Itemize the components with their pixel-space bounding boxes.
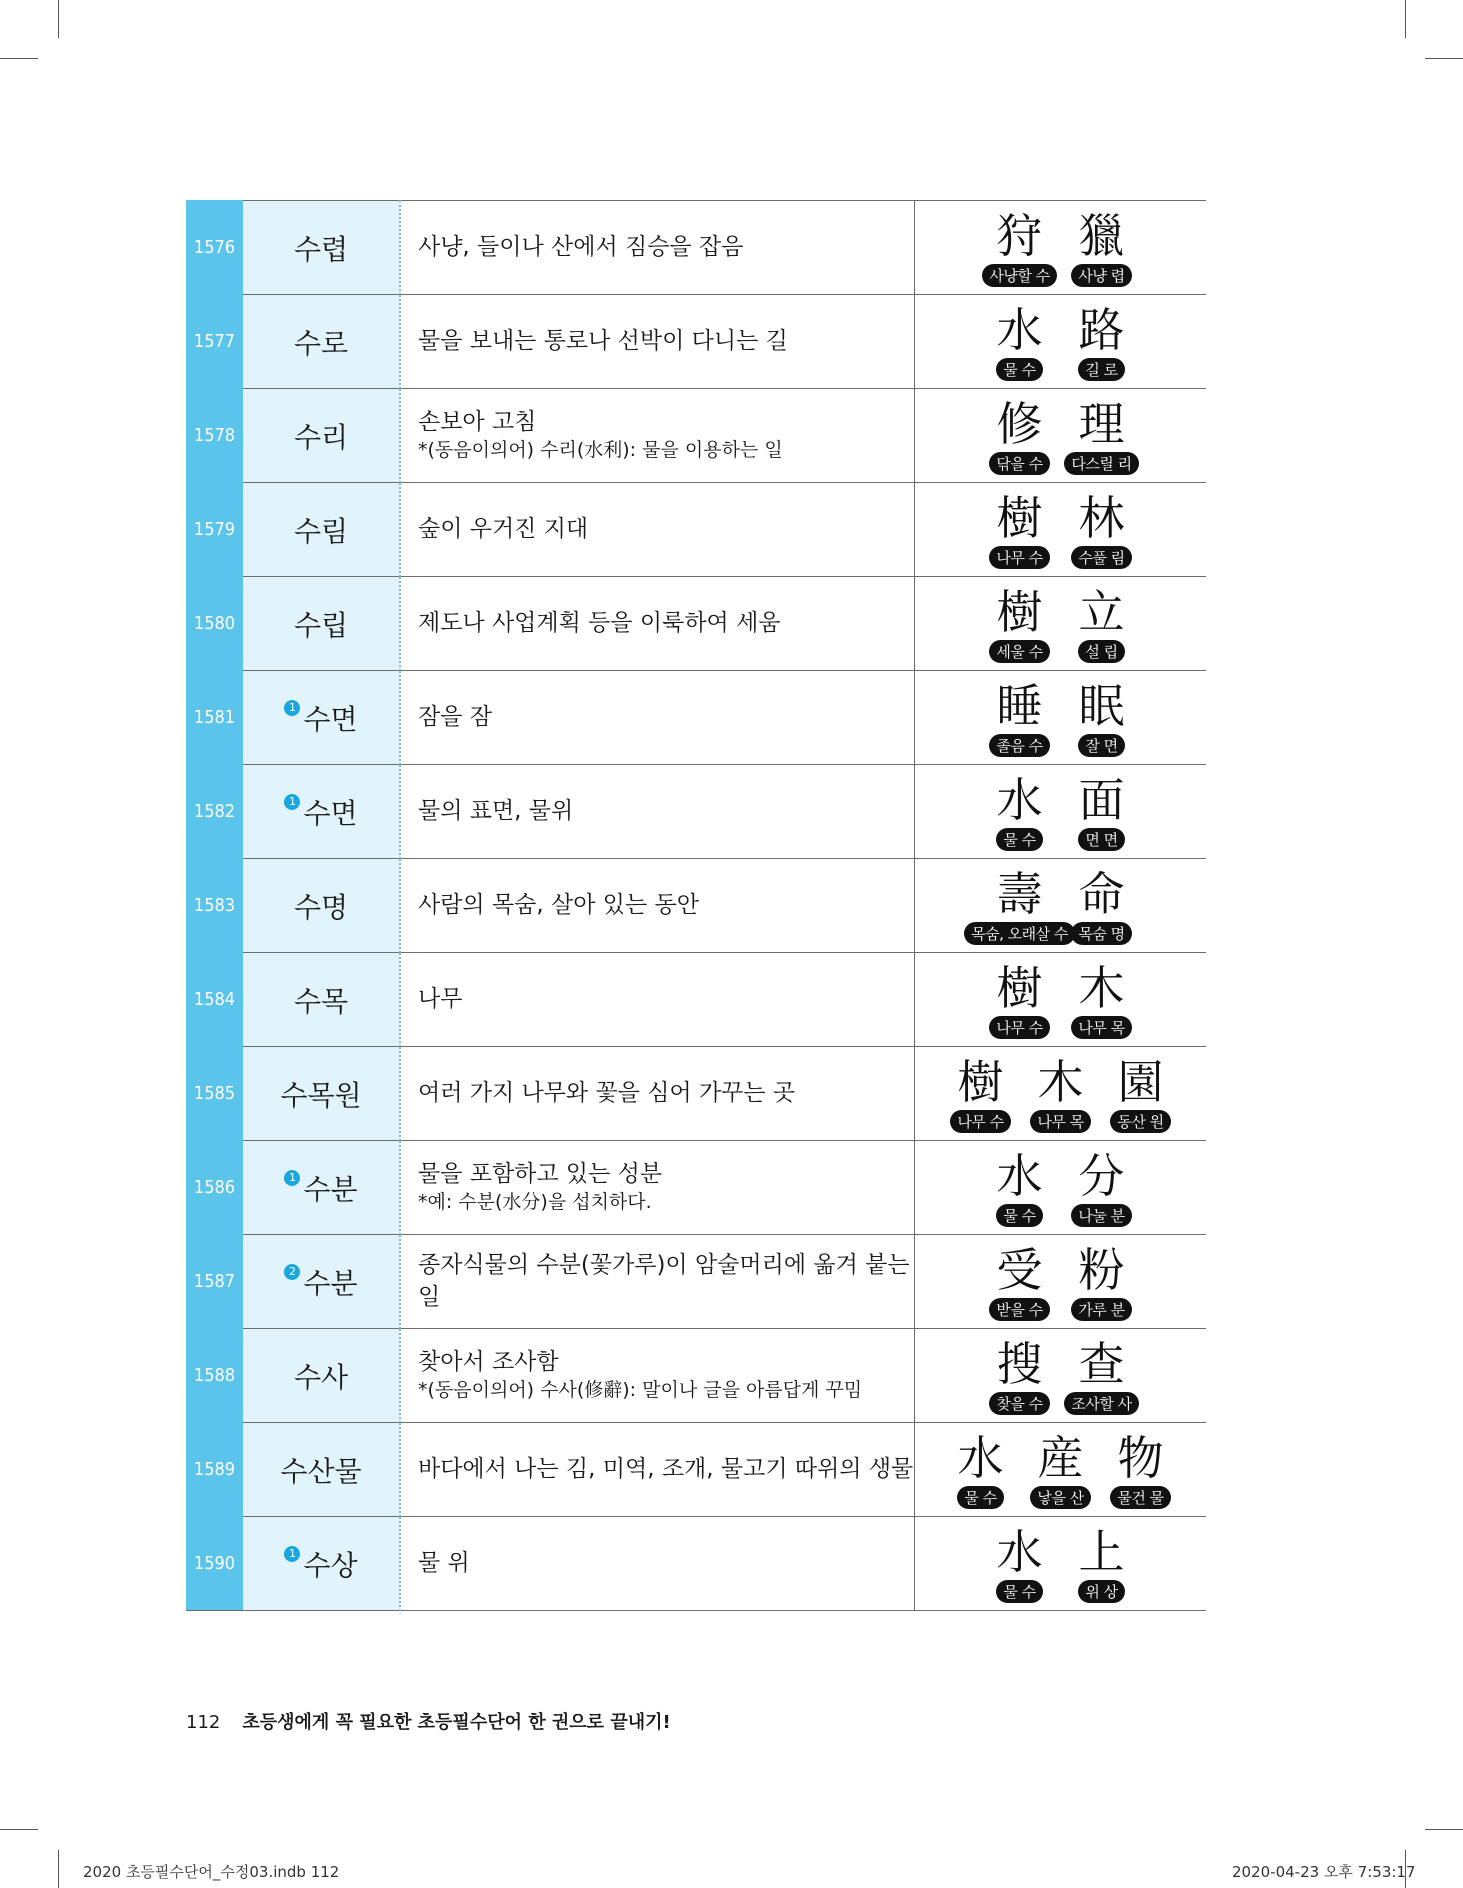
hanja-character: [981, 960, 1059, 1039]
definition-cell: [400, 671, 915, 765]
hanja-character: [1103, 1054, 1179, 1133]
page-footer: [186, 1708, 671, 1734]
hanja-gloss-badge: 물 수: [996, 828, 1042, 851]
hanja-cell: [915, 1423, 1207, 1517]
hanja-glyph: 樹: [996, 491, 1043, 545]
hanja-character: [981, 302, 1059, 381]
definition-cell: [400, 859, 915, 953]
hanja-character: [981, 208, 1059, 287]
definition-note: *(동음이의어) 수리(水利): 물을 이용하는 일: [418, 439, 783, 462]
hanja-glyph: 狩: [996, 209, 1043, 263]
hanja-group: [981, 1524, 1141, 1603]
word-text: 수분: [303, 1266, 358, 1300]
definition-text: 숲이 우거진 지대: [418, 515, 589, 542]
definition-cell: [400, 577, 915, 671]
hanja-character: [1063, 490, 1141, 569]
hanja-glyph: 水: [996, 303, 1043, 357]
word-cell: [243, 1423, 400, 1517]
hanja-glyph: 立: [1078, 585, 1125, 639]
hanja-cell: [915, 1329, 1207, 1423]
definition-text: 나무: [418, 985, 463, 1012]
definition-text: 물을 포함하고 있는 성분: [418, 1161, 663, 1188]
word-cell: [243, 1141, 400, 1235]
definition-cell: [400, 1329, 915, 1423]
hanja-gloss-badge: 물 수: [996, 1204, 1042, 1227]
hanja-character: [1023, 1054, 1099, 1133]
hanja-character: [1063, 866, 1141, 945]
hanja-glyph: 眠: [1078, 679, 1125, 733]
definition-cell: [400, 953, 915, 1047]
definition-cell: [400, 1047, 915, 1141]
hanja-group: [943, 1430, 1179, 1509]
hanja-group: [981, 302, 1141, 381]
hanja-glyph: 搜: [996, 1337, 1043, 1391]
hanja-group: [981, 584, 1141, 663]
hanja-glyph: 樹: [996, 585, 1043, 639]
entry-number: 1583: [186, 859, 243, 953]
entry-number: 1587: [186, 1235, 243, 1329]
word-text: 수립: [293, 608, 349, 642]
table-row: [186, 953, 1206, 1047]
word-text: 수목원: [280, 1078, 362, 1112]
hanja-character: [1063, 678, 1141, 757]
hanja-glyph: 命: [1078, 867, 1125, 921]
hanja-gloss-badge: 동산 원: [1110, 1110, 1170, 1133]
hanja-cell: [915, 577, 1207, 671]
entry-number: 1588: [186, 1329, 243, 1423]
hanja-glyph: 獵: [1078, 209, 1125, 263]
table-row: [186, 1329, 1206, 1423]
word-text: 수림: [293, 514, 349, 548]
hanja-character: [981, 1524, 1059, 1603]
hanja-glyph: 路: [1078, 303, 1125, 357]
crop-mark: [58, 0, 59, 38]
definition-text: 종자식물의 수분(꽃가루)이 암술머리에 옮겨 붙는 일: [418, 1252, 910, 1310]
table-row: [186, 1141, 1206, 1235]
hanja-gloss-badge: 나무 수: [950, 1110, 1010, 1133]
hanja-character: [981, 1148, 1059, 1227]
crop-mark: [58, 1850, 59, 1888]
word-cell: [243, 1329, 400, 1423]
hanja-character: [981, 396, 1059, 475]
word-cell: [243, 483, 400, 577]
entry-number: 1577: [186, 295, 243, 389]
hanja-gloss-badge: 물 수: [957, 1486, 1003, 1509]
word-cell: [243, 1235, 400, 1329]
table-row: [186, 1423, 1206, 1517]
word-cell: [243, 1047, 400, 1141]
hanja-gloss-badge: 설 립: [1078, 640, 1124, 663]
hanja-group: [981, 1336, 1141, 1415]
homonym-marker: 1: [284, 794, 300, 810]
hanja-character: [1063, 960, 1141, 1039]
crop-mark: [0, 58, 38, 59]
hanja-gloss-badge: 목숨, 오래살 수: [964, 922, 1075, 945]
hanja-group: [981, 1242, 1141, 1321]
word-cell: [243, 953, 400, 1047]
hanja-cell: [915, 1235, 1207, 1329]
hanja-character: [1023, 1430, 1099, 1509]
table-row: [186, 859, 1206, 953]
word-cell: [243, 295, 400, 389]
word-cell: [243, 577, 400, 671]
hanja-group: [981, 772, 1141, 851]
definition-cell: [400, 201, 915, 295]
hanja-character: [981, 1242, 1059, 1321]
word-text: 수명: [293, 890, 349, 924]
definition-text: 물의 표면, 물위: [418, 797, 574, 824]
table-row: [186, 201, 1206, 295]
word-text: 수로: [293, 326, 349, 360]
table-row: [186, 483, 1206, 577]
vocabulary-table: [186, 200, 1206, 1611]
hanja-group: [981, 960, 1141, 1039]
hanja-gloss-badge: 나무 목: [1071, 1016, 1131, 1039]
hanja-group: [981, 208, 1141, 287]
hanja-cell: [915, 1517, 1207, 1611]
definition-cell: [400, 389, 915, 483]
definition-text: 제도나 사업계획 등을 이룩하여 세움: [418, 609, 781, 636]
hanja-gloss-badge: 길 로: [1078, 358, 1124, 381]
hanja-character: [1063, 1242, 1141, 1321]
hanja-character: [943, 1054, 1019, 1133]
hanja-cell: [915, 859, 1207, 953]
hanja-glyph: 分: [1078, 1149, 1125, 1203]
hanja-gloss-badge: 닦을 수: [989, 452, 1049, 475]
hanja-character: [981, 772, 1059, 851]
definition-text: 손보아 고침: [418, 409, 537, 436]
hanja-gloss-badge: 다스릴 리: [1064, 452, 1138, 475]
hanja-glyph: 壽: [996, 867, 1043, 921]
hanja-glyph: 上: [1078, 1525, 1125, 1579]
table-row: [186, 1047, 1206, 1141]
hanja-glyph: 物: [1117, 1431, 1164, 1485]
hanja-group: [943, 1054, 1179, 1133]
hanja-character: [1063, 1148, 1141, 1227]
hanja-gloss-badge: 물 수: [996, 358, 1042, 381]
word-text: 수목: [293, 984, 349, 1018]
hanja-glyph: 受: [996, 1243, 1043, 1297]
hanja-glyph: 粉: [1078, 1243, 1125, 1297]
hanja-group: [981, 396, 1141, 475]
hanja-character: [1063, 396, 1141, 475]
hanja-gloss-badge: 가루 분: [1071, 1298, 1131, 1321]
entry-number: 1584: [186, 953, 243, 1047]
hanja-gloss-badge: 잘 면: [1078, 734, 1124, 757]
hanja-glyph: 樹: [957, 1055, 1004, 1109]
definition-cell: [400, 295, 915, 389]
hanja-cell: [915, 765, 1207, 859]
word-text: 수렵: [293, 232, 349, 266]
hanja-cell: [915, 295, 1207, 389]
hanja-group: [971, 866, 1141, 945]
hanja-gloss-badge: 나눌 분: [1071, 1204, 1131, 1227]
hanja-group: [981, 678, 1141, 757]
hanja-gloss-badge: 나무 목: [1030, 1110, 1090, 1133]
hanja-gloss-badge: 찾을 수: [989, 1392, 1049, 1415]
hanja-cell: [915, 671, 1207, 765]
definition-cell: [400, 1423, 915, 1517]
hanja-gloss-badge: 수풀 림: [1071, 546, 1131, 569]
table-row: [186, 1235, 1206, 1329]
hanja-gloss-badge: 면 면: [1078, 828, 1124, 851]
entry-number: 1589: [186, 1423, 243, 1517]
word-text: 수분: [303, 1172, 358, 1206]
definition-cell: [400, 1517, 915, 1611]
hanja-cell: [915, 1141, 1207, 1235]
hanja-gloss-badge: 사냥 렵: [1071, 264, 1131, 287]
definition-text: 찾아서 조사함: [418, 1349, 559, 1376]
hanja-gloss-badge: 목숨 명: [1071, 922, 1131, 945]
entry-number: 1576: [186, 201, 243, 295]
word-cell: [243, 859, 400, 953]
table-row: [186, 1517, 1206, 1611]
hanja-cell: [915, 953, 1207, 1047]
book-title: 초등생에게 꼭 필요한 초등필수단어 한 권으로 끝내기!: [242, 1712, 671, 1733]
hanja-character: [971, 866, 1068, 945]
hanja-gloss-badge: 나무 수: [989, 1016, 1049, 1039]
table-row: [186, 389, 1206, 483]
definition-cell: [400, 765, 915, 859]
hanja-cell: [915, 389, 1207, 483]
hanja-glyph: 面: [1078, 773, 1125, 827]
definition-text: 여러 가지 나무와 꽃을 심어 가꾸는 곳: [418, 1079, 796, 1106]
crop-mark: [1405, 0, 1406, 38]
homonym-marker: 1: [284, 1170, 300, 1186]
hanja-glyph: 林: [1078, 491, 1125, 545]
hanja-cell: [915, 483, 1207, 577]
hanja-gloss-badge: 물건 물: [1110, 1486, 1170, 1509]
definition-text: 사람의 목숨, 살아 있는 동안: [418, 891, 699, 918]
hanja-glyph: 修: [996, 397, 1043, 451]
definition-text: 바다에서 나는 김, 미역, 조개, 물고기 따위의 생물: [418, 1455, 914, 1482]
word-cell: [243, 201, 400, 295]
definition-cell: [400, 1141, 915, 1235]
hanja-glyph: 睡: [996, 679, 1043, 733]
hanja-glyph: 木: [1037, 1055, 1084, 1109]
word-cell: [243, 1517, 400, 1611]
page-number: 112: [186, 1712, 221, 1733]
entry-number: 1590: [186, 1517, 243, 1611]
hanja-gloss-badge: 졸음 수: [989, 734, 1049, 757]
entry-number: 1578: [186, 389, 243, 483]
print-slug-file: 2020 초등필수단어_수정03.indb 112: [83, 1863, 340, 1881]
table-row: [186, 671, 1206, 765]
entry-number: 1581: [186, 671, 243, 765]
hanja-character: [981, 584, 1059, 663]
table-row: [186, 295, 1206, 389]
definition-text: 물을 보내는 통로나 선박이 다니는 길: [418, 327, 788, 354]
hanja-cell: [915, 1047, 1207, 1141]
hanja-group: [981, 490, 1141, 569]
definition-text: 물 위: [418, 1549, 470, 1576]
hanja-character: [1063, 584, 1141, 663]
hanja-gloss-badge: 받을 수: [989, 1298, 1049, 1321]
entry-number: 1582: [186, 765, 243, 859]
hanja-character: [943, 1430, 1019, 1509]
hanja-gloss-badge: 위 상: [1078, 1580, 1124, 1603]
hanja-glyph: 水: [996, 773, 1043, 827]
hanja-character: [981, 490, 1059, 569]
table-row: [186, 577, 1206, 671]
table-row: [186, 765, 1206, 859]
hanja-character: [1063, 772, 1141, 851]
crop-mark: [0, 1829, 38, 1830]
definition-note: *예: 수분(水分)을 섭치하다.: [418, 1191, 652, 1214]
hanja-gloss-badge: 나무 수: [989, 546, 1049, 569]
homonym-marker: 2: [284, 1264, 300, 1280]
word-text: 수상: [303, 1548, 358, 1582]
definition-cell: [400, 1235, 915, 1329]
definition-note: *(동음이의어) 수사(修辭): 말이나 글을 아름답게 꾸밈: [418, 1379, 863, 1402]
word-text: 수면: [303, 796, 358, 830]
entry-number: 1579: [186, 483, 243, 577]
hanja-character: [981, 678, 1059, 757]
hanja-gloss-badge: 세울 수: [989, 640, 1049, 663]
word-text: 수리: [293, 420, 349, 454]
homonym-marker: 1: [284, 1546, 300, 1562]
hanja-group: [981, 1148, 1141, 1227]
hanja-glyph: 水: [996, 1525, 1043, 1579]
word-cell: [243, 389, 400, 483]
print-slug-datetime: 2020-04-23 오후 7:53:17: [1232, 1863, 1416, 1881]
entry-number: 1586: [186, 1141, 243, 1235]
word-text: 수면: [303, 702, 358, 736]
word-text: 수산물: [280, 1454, 362, 1488]
homonym-marker: 1: [284, 700, 300, 716]
hanja-character: [1063, 302, 1141, 381]
hanja-character: [1063, 208, 1141, 287]
hanja-character: [1063, 1336, 1141, 1415]
hanja-glyph: 水: [957, 1431, 1004, 1485]
hanja-glyph: 園: [1117, 1055, 1164, 1109]
entry-number: 1580: [186, 577, 243, 671]
word-cell: [243, 765, 400, 859]
crop-mark: [1425, 1829, 1463, 1830]
hanja-gloss-badge: 낳을 산: [1030, 1486, 1090, 1509]
hanja-gloss-badge: 조사할 사: [1064, 1392, 1138, 1415]
word-cell: [243, 671, 400, 765]
definition-cell: [400, 483, 915, 577]
hanja-glyph: 水: [996, 1149, 1043, 1203]
hanja-gloss-badge: 사냥할 수: [982, 264, 1056, 287]
hanja-character: [981, 1336, 1059, 1415]
hanja-glyph: 理: [1078, 397, 1125, 451]
crop-mark: [1425, 58, 1463, 59]
definition-text: 잠을 잠: [418, 703, 492, 730]
hanja-cell: [915, 201, 1207, 295]
hanja-gloss-badge: 물 수: [996, 1580, 1042, 1603]
hanja-glyph: 産: [1037, 1431, 1084, 1485]
hanja-glyph: 木: [1078, 961, 1125, 1015]
hanja-character: [1103, 1430, 1179, 1509]
word-text: 수사: [293, 1360, 349, 1394]
hanja-glyph: 樹: [996, 961, 1043, 1015]
definition-text: 사냥, 들이나 산에서 짐승을 잡음: [418, 233, 744, 260]
hanja-character: [1063, 1524, 1141, 1603]
entry-number: 1585: [186, 1047, 243, 1141]
hanja-glyph: 查: [1078, 1337, 1125, 1391]
